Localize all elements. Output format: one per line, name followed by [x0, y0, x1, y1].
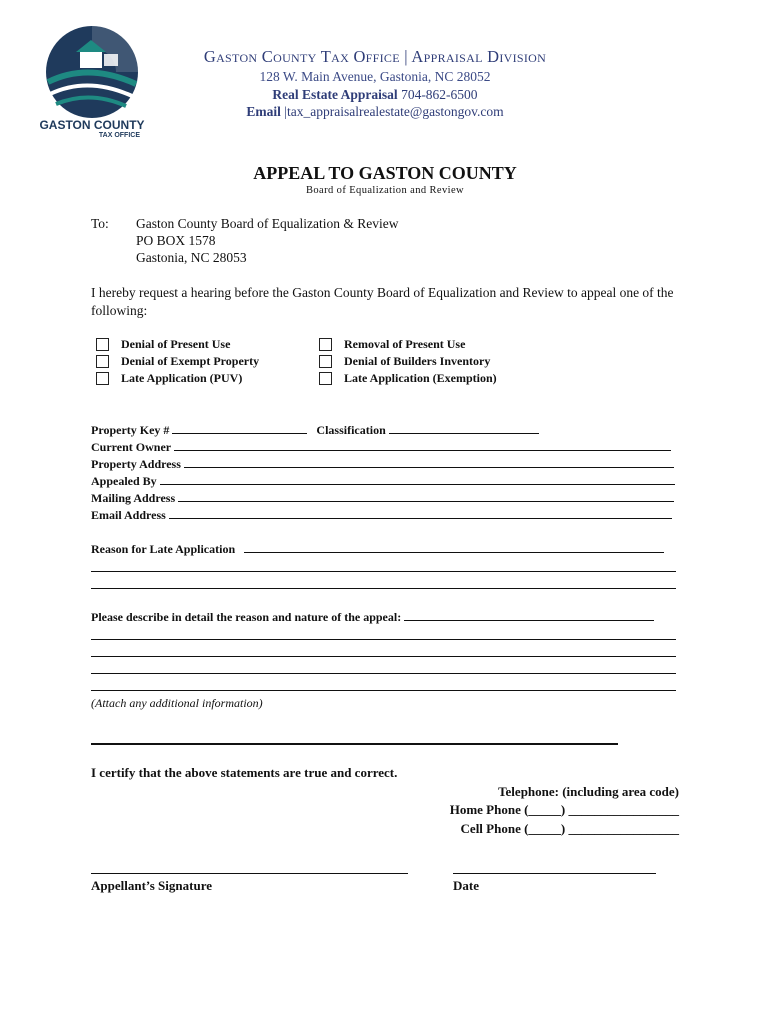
checkbox[interactable] — [96, 372, 109, 385]
late-reason-field — [91, 542, 664, 557]
logo-text: GASTON COUNTY — [39, 118, 145, 132]
email-label: Email — [246, 104, 281, 119]
office-title: Gaston County Tax Office | Appraisal Division — [203, 47, 547, 66]
option-label: Denial of Exempt Property — [121, 354, 260, 368]
option-label: Denial of Present Use — [121, 337, 231, 351]
phone-number: 704-862-6500 — [401, 87, 478, 102]
separator-line — [91, 743, 618, 745]
appeal-reason-line[interactable] — [91, 673, 676, 674]
checkbox[interactable] — [319, 355, 332, 368]
email-value: |tax_appraisalrealestate@gastongov.com — [284, 104, 504, 119]
checkbox[interactable] — [96, 355, 109, 368]
signature-label: Appellant’s Signature — [91, 878, 212, 893]
late-reason-line[interactable] — [91, 571, 676, 572]
to-address-line: Gaston County Board of Equalization & Review — [136, 216, 399, 231]
form-title: APPEAL TO GASTON COUNTY — [253, 163, 517, 183]
mailing-address-field — [91, 491, 674, 506]
option-denial-exempt-property[interactable] — [96, 354, 259, 369]
appeal-reason-line[interactable] — [91, 639, 676, 640]
option-removal-present-use[interactable] — [319, 337, 465, 352]
date-label: Date — [453, 878, 479, 893]
late-reason-line[interactable] — [91, 588, 676, 589]
office-address: 128 W. Main Avenue, Gastonia, NC 28052 — [259, 69, 491, 84]
appeal-reason-label: Please describe in detail the reason and nature of the appeal: — [91, 610, 402, 624]
current-owner-field — [91, 440, 671, 455]
appealed-by-field — [91, 474, 675, 489]
appeal-reason-line[interactable] — [91, 656, 676, 657]
option-label: Late Application (Exemption) — [344, 371, 497, 385]
option-label: Removal of Present Use — [344, 337, 466, 351]
option-denial-builders-inventory[interactable] — [319, 354, 490, 369]
to-address-line: Gastonia, NC 28053 — [136, 250, 247, 265]
property-key-label: Property Key # — [91, 423, 170, 437]
option-denial-present-use[interactable] — [96, 337, 230, 352]
appeal-reason-input[interactable] — [404, 610, 654, 621]
option-late-application-exemption[interactable] — [319, 371, 497, 386]
late-reason-input[interactable] — [244, 542, 664, 553]
option-label: Late Application (PUV) — [121, 371, 243, 385]
email-address-label: Email Address — [91, 508, 166, 522]
intro-text: I hereby request a hearing before the Gaston County Board of Equalization and Review to appeal one of the following: — [91, 285, 674, 318]
current-owner-label: Current Owner — [91, 440, 171, 454]
appealed-by-label: Appealed By — [91, 474, 157, 488]
checkbox[interactable] — [319, 372, 332, 385]
mailing-address-input[interactable] — [178, 491, 674, 502]
property-address-field — [91, 457, 674, 472]
option-late-application-puv[interactable] — [96, 371, 242, 386]
cell-phone-field[interactable]: Cell Phone (_____) _________________ — [460, 821, 679, 836]
classification-input[interactable] — [389, 423, 539, 434]
property-key-field — [91, 423, 539, 438]
phone-label: Real Estate Appraisal — [272, 87, 398, 102]
checkbox[interactable] — [96, 338, 109, 351]
property-address-input[interactable] — [184, 457, 674, 468]
classification-label: Classification — [316, 423, 386, 437]
email-address-field — [91, 508, 672, 523]
date-line[interactable] — [453, 873, 656, 874]
to-address-line: PO BOX 1578 — [136, 233, 216, 248]
appeal-reason-line[interactable] — [91, 690, 676, 691]
mailing-address-label: Mailing Address — [91, 491, 176, 505]
logo-subtext: TAX OFFICE — [98, 132, 140, 139]
attach-note: (Attach any additional information) — [91, 696, 263, 710]
office-phone — [160, 87, 590, 103]
form-subtitle: Board of Equalization and Review — [305, 185, 464, 196]
office-email — [160, 104, 590, 120]
gaston-county-logo — [28, 22, 156, 142]
to-label: To: — [91, 216, 109, 231]
email-address-input[interactable] — [169, 508, 672, 519]
late-reason-label: Reason for Late Application — [91, 542, 236, 556]
certify-statement: I certify that the above statements are true and correct. — [91, 765, 398, 780]
appealed-by-input[interactable] — [160, 474, 675, 485]
signature-line[interactable] — [91, 873, 408, 874]
current-owner-input[interactable] — [174, 440, 671, 451]
option-label: Denial of Builders Inventory — [344, 354, 491, 368]
checkbox[interactable] — [319, 338, 332, 351]
appeal-reason-field — [91, 610, 654, 625]
telephone-label: Telephone: (including area code) — [498, 784, 679, 799]
home-phone-field[interactable]: Home Phone (_____) _________________ — [449, 802, 679, 817]
property-address-label: Property Address — [91, 457, 181, 471]
property-key-input[interactable] — [172, 423, 307, 434]
